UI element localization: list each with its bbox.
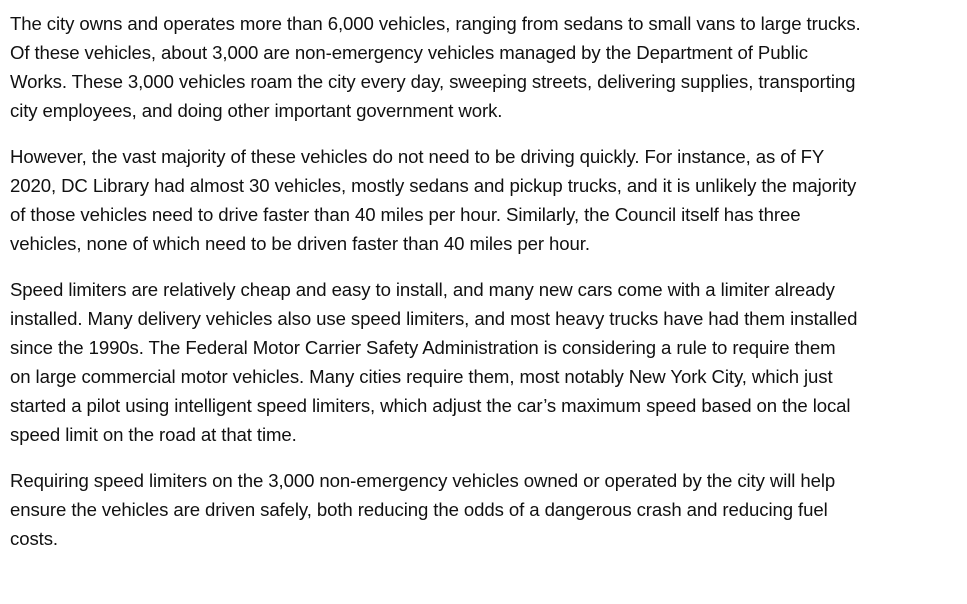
- document-body: [10, 9, 955, 570]
- paragraph-4: Requiring speed limiters on the 3,000 non-emergency vehicles owned or operated by the city will help ensure the vehicles are driven safely, both reducing the odds of a dangerous crash and reducing fuel costs.: [10, 470, 836, 549]
- paragraph-3: Speed limiters are relatively cheap and easy to install, and many new cars come with a limiter already installed. Many delivery vehicles also use speed limiters, and most heavy trucks have had them installed since the 1990s. The Federal Motor Carrier Safety Administration is considering a rule to require them on large commercial motor vehicles. Many cities require them, most notably New York City, which just started a pilot using intelligent speed limiters, which adjust the car’s maximum speed based on the local speed limit on the road at that time.: [10, 279, 858, 445]
- paragraph-2: However, the vast majority of these vehicles do not need to be driving quickly. For instance, as of FY 2020, DC Library had almost 30 vehicles, mostly sedans and pickup trucks, and it is unlikely the majority of those vehicles need to drive faster than 40 miles per hour. Similarly, the Council itself has three vehicles, none of which need to be driven faster than 40 miles per hour.: [10, 146, 857, 254]
- paragraph-1: The city owns and operates more than 6,000 vehicles, ranging from sedans to small vans to large trucks. Of these vehicles, about 3,000 are non-emergency vehicles managed by the Department of Public Works. These 3,000 vehicles roam the city every day, sweeping streets, delivering supplies, transporting city employees, and doing other important government work.: [10, 13, 861, 121]
